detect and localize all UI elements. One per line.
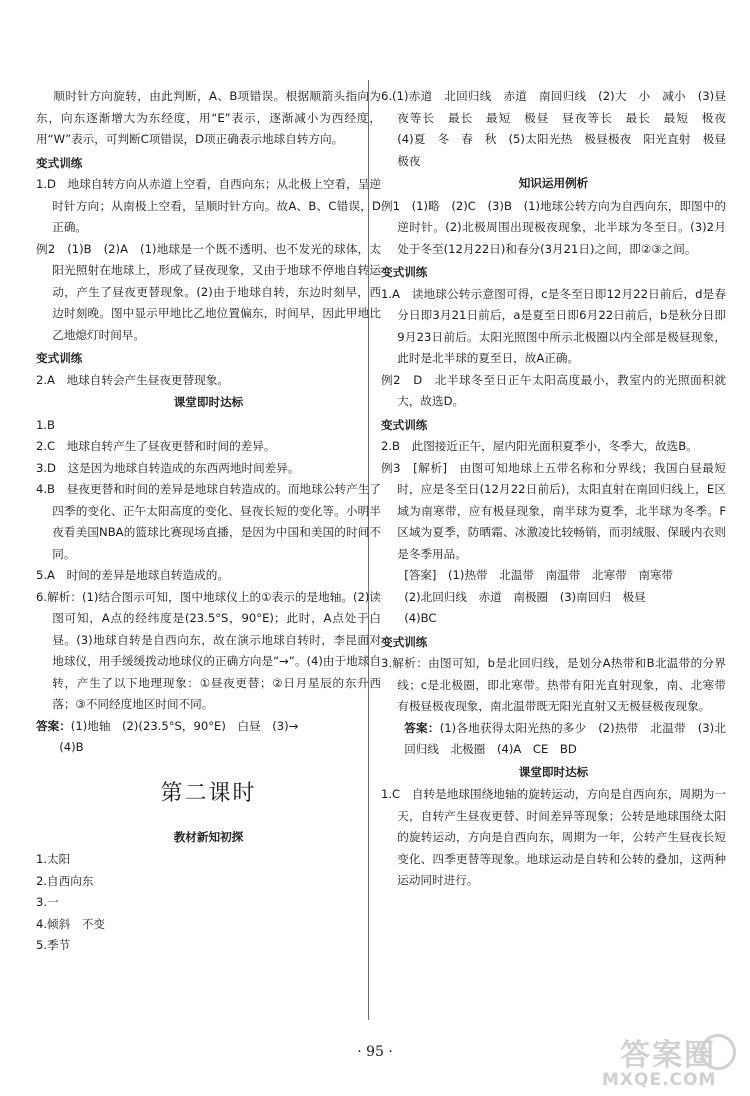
example-3-answer: [答案] (1)热带 北温带 南温带 北寒带 南寒带 [404,568,674,582]
answer-label: 答案： [404,720,440,735]
answer-item: 3.D 这是因为地球自转造成的东西两地时间差异。 [36,460,300,475]
watermark-ring-icon [700,1034,736,1070]
variant-training-heading: 变式训练 [381,634,428,649]
page-number: · 95 · [357,1044,393,1060]
variant-training-heading: 变式训练 [36,155,83,170]
variant-training-heading: 变式训练 [36,351,83,365]
variant-training-heading: 变式训练 [381,265,428,279]
answer-item: 5.A 时间的差异是地球自转造成的。 [36,568,229,582]
intro-paragraph: 顺时针方向旋转，由此判断，A、B项错误。根据顺箭头指向为东，向东逐渐增大为东经度，用“E”表示，逐渐减小为西经度，用“W”表示，可判断C项错误，D项正确表示地球自转方向。 [36,89,381,146]
watermark-text: 答案圈 [620,1038,716,1073]
answer-item: 5.季节 [36,938,71,952]
answer-item: 2.自西向东 [36,873,94,888]
example-2: 例2 D 北半球冬至日正午太阳高度最小，教室内的光照面积就大，故选D。 [381,372,726,408]
variant-training-heading: 变式训练 [381,417,428,432]
answer-item: 1.太阳 [36,852,71,866]
answer-item: 1.A 读地球公转示意图可得，c是冬至日即12月22日前后，d是春分日即3月21日前后，a是夏至日即6月22日前后，b是秋分日即9月23日前后。太阳光照图中所示北极圈以内全部是极昼现象，此时是北半球的夏至日，故A正确。 [381,286,726,365]
section-heading-new-knowledge: 教材新知初探 [173,829,244,844]
example-3: 例3 [解析] 由图可知地球上五带名称和分界线；我国白昼最短时，应是冬至日(12月22日前后)，太阳直射在南回归线上，E区域为南寒带，应有极昼现象，南半球为夏季，北半球为冬季。F区域为夏季，防晒霜、冰激凌比较畅销，而羽绒服、保暖内衣则是冬季用品。 [381,460,726,561]
answer-item: 1.B [36,417,56,432]
section-heading-knowledge-application: 知识运用例析 [518,176,589,190]
answer-item: 2.A 地球自转会产生昼夜更替现象。 [36,372,229,387]
answer-item: 1.C 自转是地球围绕地轴的旋转运动，方向是自西向东，周期为一天，自转产生昼夜更替、时间差异等现象；公转是地球围绕太阳的旋转运动，方向是自西向东，周期为一年，公转产生昼夜长短变化、四季更替等现象。地球运动是自转和公转的叠加，这两种运动同时进行。 [381,787,726,887]
answer-text: (1)地轴 (2)(23.5°S，90°E) 白昼 (3)→ [70,718,299,733]
example-3-answer: (2)北回归线 赤道 南极圈 (3)南回归 极昼 [404,589,646,604]
answer-item: 3.解析：由图可知，b是北回归线，是划分A热带和B北温带的分界线；c是北极圈，即北寒带。热带有阳光直射现象，南、北寒带有极昼极夜现象，南北温带既无阳光直射又无极昼极夜现象。 [381,656,726,713]
answer-item: 4.倾斜 不变 [36,916,106,931]
section-heading-class-check: 课堂即时达标 [518,764,589,779]
answer-text: (1)各地获得太阳光热的多少 (2)热带 北温带 (3)北回归线 北极圈 (4)A CE BD [404,720,726,756]
answer-item: 1.D 地球自转方向从赤道上空看，自西向东；从北极上空看，呈逆时针方向；从南极上空看，呈顺时针方向。故A、B、C错误，D正确。 [36,177,381,234]
watermark-logo [592,1030,742,1092]
example-1: 例1 (1)略 (2)C (3)B (1)地球公转方向为自西向东，即图中的逆时针。(2)北极周围出现极夜现象，北半球为冬至日。(3)2月处于冬至(12月22日)和春分(3月21日)之间，即②③之间。 [381,198,726,256]
right-column [381,86,738,892]
answer-item: 2.B 此图接近正午，屋内阳光面积夏季小，冬季大，故选B。 [381,439,698,453]
example-2: 例2 (1)B (2)A (1)地球是一个既不透明、也不发光的球体，太阳光照射在地球上，形成了昼夜现象，又由于地球不停地自转运动，产生了昼夜更替现象。(2)由于地球自转，东边时刻早，西边时刻晚。图中显示甲地比乙地位置偏东，时间早，因此甲地比乙地熄灯时间早。 [36,241,381,342]
section-heading-class-check: 课堂即时达标 [173,395,244,409]
answer-line [36,716,381,738]
answer-label: 答案： [36,718,71,733]
answer-item: 6.解析：(1)结合图示可知，图中地球仪上的①表示的是地轴。(2)读图可知，A点的经纬度是(23.5°S，90°E)；此时，A点处于白昼。(3)地球自转是自西向东，故在演示地球自转时，李昆面对地球仪，用手缓缓拨动地球仪的正确方向是“→”。(4)由于地球自转，产生了以下地理现象：①昼夜更替；②日月星辰的东升西落；③不同经度地区时间不同。 [36,589,381,711]
answer-item: 2.C 地球自转产生了昼夜更替和时间的差异。 [36,439,276,453]
answer-line [381,718,726,761]
watermark-url: MXQE.COM [602,1070,717,1090]
answer-item: 6.(1)赤道 北回归线 赤道 南回归线 (2)大 小 减小 (3)昼夜等长 最长 最短 极昼 昼夜等长 最长 最短 极夜 (4)夏 冬 春 秋 (5)太阳光热 极昼极夜 阳光直射 极昼极夜 [381,89,738,168]
left-column [36,86,381,957]
answer-line-continued: (4)B [59,740,84,754]
example-3-answer: (4)BC [404,611,437,625]
answer-item: 4.B 昼夜更替和时间的差异是地球自转造成的。而地球公转产生了四季的变化、正午太阳高度的变化、昼夜长短的变化等。小明半夜看美国NBA的篮球比赛现场直播，是因为中国和美国的时间不同。 [36,482,381,561]
lesson-title: 第二课时 [160,780,257,806]
answer-item: 3.一 [36,895,59,909]
